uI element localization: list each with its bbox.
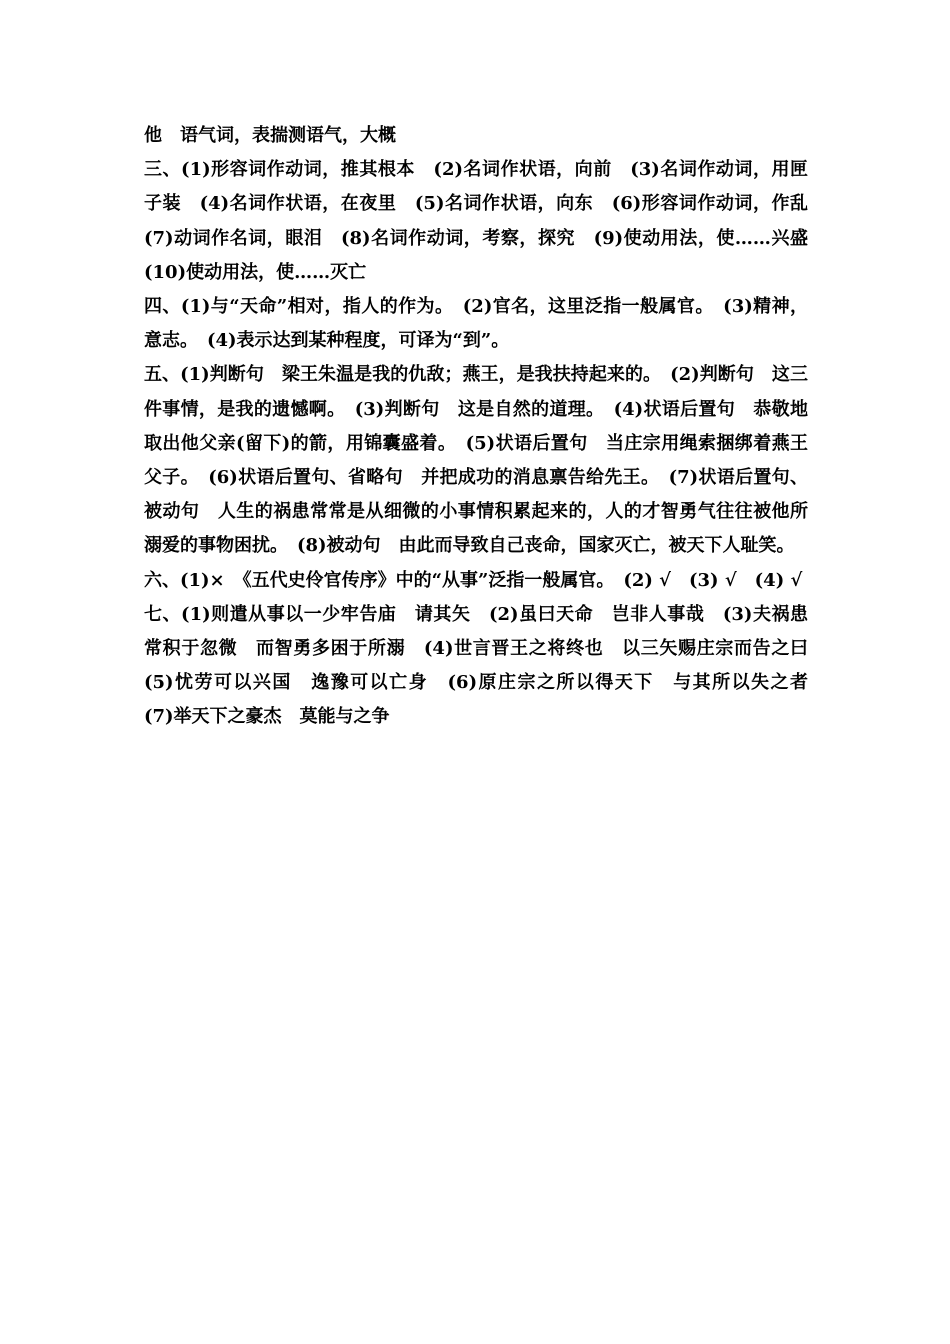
paragraph-section-6: 六、(1)× 《五代史伶官传序》中的“从事”泛指一般属官。 (2) √ (3) √ (4) √ [144, 569, 803, 591]
paragraph-section-4: 四、(1)与“天命”相对，指人的作为。 (2)官名，这里泛指一般属官。 (3)精神，意志。 (4)表示达到某种程度，可译为“到”。 [144, 296, 808, 352]
paragraph-section-3: 三、(1)形容词作动词，推其根本 (2)名词作状语，向前 (3)名词作动词，用匣子装 (4)名词作状语，在夜里 (5)名词作状语，向东 (6)形容词作动词，作乱 (7)动词作名词，眼泪 (8)名词作动词，考察，探究 (9)使动用法，使……兴盛 (10)使动用法，使……灭亡 [144, 159, 826, 283]
paragraph-section-5: 五、(1)判断句 梁王朱温是我的仇敌；燕王，是我扶持起来的。 (2)判断句 这三件事情，是我的遗憾啊。 (3)判断句 这是自然的道理。 (4)状语后置句 恭敬地取出他父亲(留下)的箭，用锦囊盛着。 (5)状语后置句 当庄宗用绳索捆绑着燕王父子。 (6)状语后置句、省略句 并把成功的消息禀告给先王。 (7)状语后置句、被动句 人生的祸患常常是从细微的小事情积累起来的，人的才智勇气往往被他所溺爱的事物困扰。 (8)被动句 由此而导致自己丧命，国家灭亡，被天下人耻笑。 [144, 364, 808, 557]
document-body [144, 119, 826, 735]
paragraph-ta: 他 语气词，表揣测语气，大概 [144, 125, 396, 146]
paragraph-section-7: 七、(1)则遣从事以一少牢告庙 请其矢 (2)虽曰天命 岂非人事哉 (3)夫祸患常积于忽微 而智勇多困于所溺 (4)世言晋王之将终也 以三矢赐庄宗而告之曰 (5)忧劳可以兴国 逸豫可以亡身 (6)原庄宗之所以得天下 与其所以失之者 (7)举天下之豪杰 莫能与之争 [144, 603, 826, 728]
